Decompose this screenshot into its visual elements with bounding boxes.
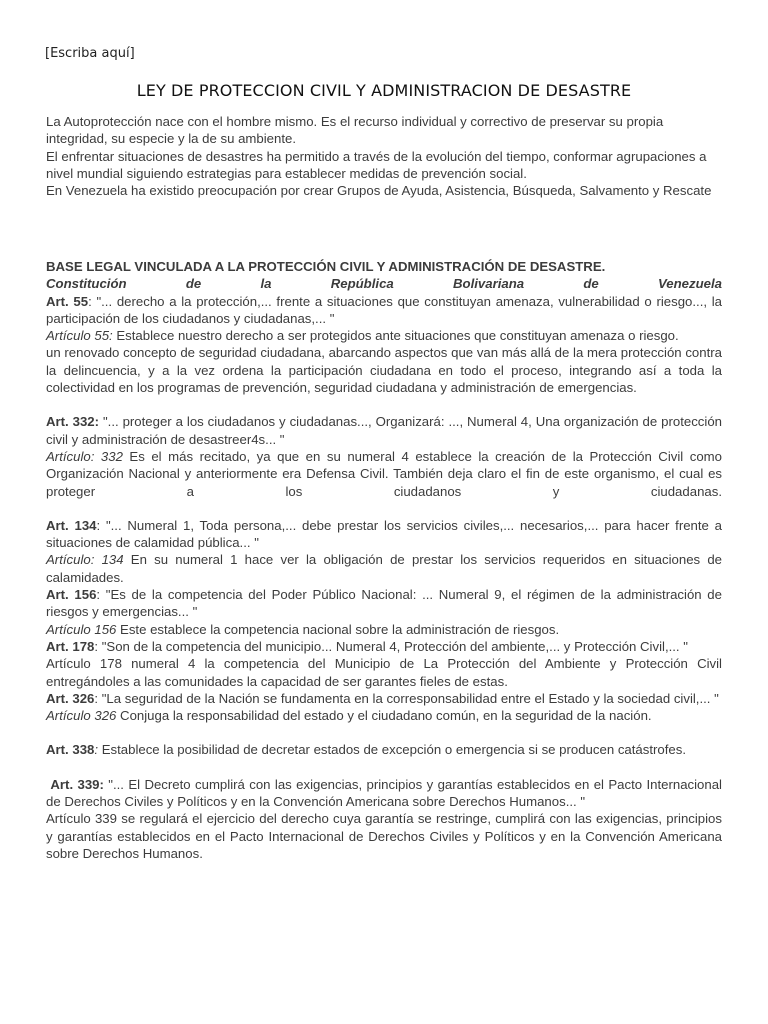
constitution-subheading: Constitución de la República Bolivariana de Venezuela [46,276,722,292]
legal-basis-section [46,258,722,862]
article-text: Establece la posibilidad de decretar estados de excepción o emergencia si se producen catástrofes. [98,742,686,758]
page-header: [Escriba aquí] [45,46,135,61]
article-label: Art. 326 [46,690,95,706]
article-comment-label: Artículo: 134 [46,552,124,568]
article-55 [46,293,722,328]
article-339-comment: Artículo 339 se regulará el ejercicio del derecho cuya garantía se restringe, cumplirá con las exigencias, principios y garantías establecidos en el Pacto Internacional de Derechos Civiles y Políticos y en la Convención Americana sobre Derechos Humanos. [46,811,722,861]
article-quote: : "Es de la competencia del Poder Público Nacional: ... Numeral 9, el régimen de la administración de riesgos y emergencias... " [46,587,722,620]
article-comment: Es el más recitado, ya que en su numeral 4 establece la creación de la Protección Civil como Organización Nacional y anteriormente era Defensa Civil. También deja claro el fin de este organismo, el cual es proteger a los ciudadanos y ciudadanas. [46,448,722,499]
article-55-comment [46,327,722,344]
article-comment-label: Artículo 156 [46,621,117,637]
article-55-extra: un renovado concepto de seguridad ciudadana, abarcando aspectos que van más allá de la mera protección contra la delincuencia, y a la vez ordena la participación ciudadana en todo el proceso, integrando así a toda la colectividad en los programas de prevención, seguridad ciudadana y administración de emergencias. [46,345,722,396]
article-label: Art. 338 [46,742,95,758]
article-156-comment [46,621,722,638]
article-label: Art. 332: [46,414,100,430]
article-178 [46,638,722,655]
article-134-comment [46,551,722,586]
article-label: Art. 55 [46,293,89,309]
article-338 [46,741,722,758]
article-quote: : "... Numeral 1, Toda persona,... debe prestar los servicios civiles,... necesarios,... para hacer frente a situaciones de calamidad pública... " [46,517,722,551]
article-332-comment [46,448,722,500]
intro-section [46,113,722,199]
article-comment: En su numeral 1 hace ver la obligación de prestar los servicios requeridos en situaciones de calamidades. [46,552,723,585]
article-178-comment: Artículo 178 numeral 4 la competencia del Municipio de La Protección del Ambiente y Protección Civil entregándoles a las comunidades la capacidad de ser garantes fieles de estas. [46,656,722,689]
article-comment-label: Artículo: 332 [46,448,123,464]
article-quote: "... El Decreto cumplirá con las exigencias, principios y garantías establecidos en el Pacto Internacional de Derechos Civiles y Políticos y en la Convención Americana sobre Derechos Humanos... " [46,776,722,810]
article-339 [46,776,722,811]
article-label: Art. 134 [46,517,97,533]
article-326 [46,690,722,707]
article-quote: "... proteger a los ciudadanos y ciudadanas..., Organizará: ..., Numeral 4, Una organización de protección civil y administración de desastreer4s... " [46,414,722,447]
article-quote: : "La seguridad de la Nación se fundamenta en la corresponsabilidad entre el Estado y la sociedad civil,... " [94,690,719,706]
article-comment-label: Artículo 326 [46,708,117,724]
section-heading: BASE LEGAL VINCULADA A LA PROTECCIÓN CIVIL Y ADMINISTRACIÓN DE DESASTRE. [46,259,606,274]
article-156 [46,586,722,621]
article-quote: : "... derecho a la protección,... frente a situaciones que constituyan amenaza, vulnerabilidad o riesgo..., la participación de los ciudadanos y ciudadanas,... " [46,293,722,326]
article-label: Art. 339: [50,776,104,792]
article-quote: : "Son de la competencia del municipio... Numeral 4, Protección del ambiente,... y Protección Civil,... " [94,638,688,654]
article-326-comment [46,707,722,724]
article-comment: Establece nuestro derecho a ser protegidos ante situaciones que constituyan amenaza o riesgo. [112,328,679,344]
article-332 [46,413,722,448]
article-comment-label: Artículo 55: [46,328,113,344]
intro-paragraph: La Autoprotección nace con el hombre mismo. Es el recurso individual y correctivo de preservar su propia integridad, su especie y la de su ambiente. [46,114,664,147]
article-colon: : [94,742,99,758]
article-label: Art. 156 [46,587,97,603]
intro-paragraph: El enfrentar situaciones de desastres ha permitido a través de la evolución del tiempo, conformar agrupaciones a nivel mundial siguiendo estrategias para establecer medidas de prevención social. [46,148,707,181]
article-comment: Conjuga la responsabilidad del estado y el ciudadano común, en la seguridad de la nación. [116,708,652,724]
document-title: LEY DE PROTECCION CIVIL Y ADMINISTRACION DE DESASTRE [136,81,632,100]
intro-paragraph: En Venezuela ha existido preocupación por crear Grupos de Ayuda, Asistencia, Búsqueda, Salvamento y Rescate [46,183,712,199]
article-comment: Este establece la competencia nacional sobre la administración de riesgos. [116,621,560,637]
article-134 [46,517,722,552]
article-label: Art. 178 [46,638,95,654]
